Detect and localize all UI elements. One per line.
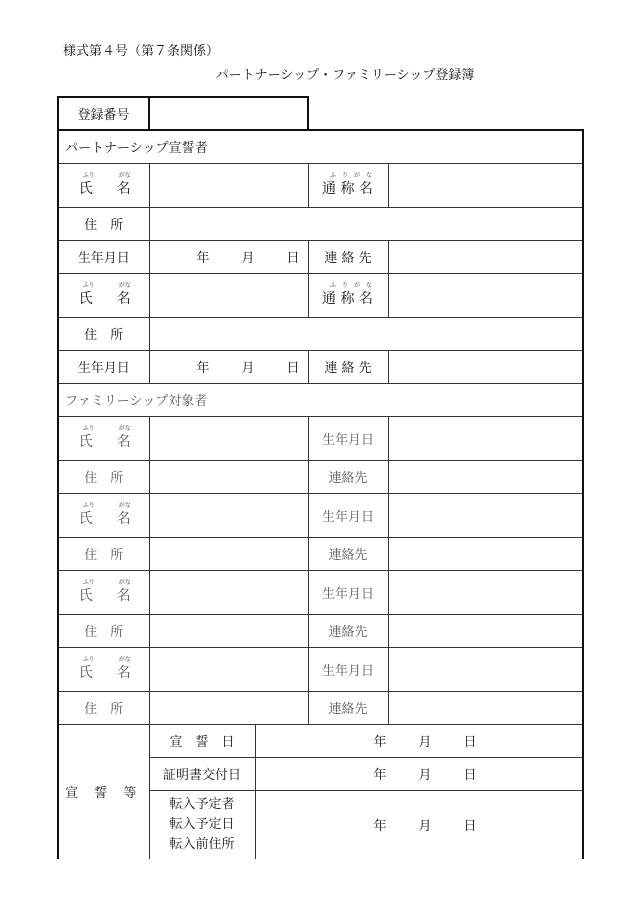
oath-date-label: 宣 誓 日	[149, 724, 255, 757]
birthdate-short-label: 生年月日	[308, 647, 388, 691]
partner-2-address-row	[58, 317, 583, 350]
contact-label: 連 絡 先	[308, 240, 388, 273]
certificate-date-field[interactable]: 年 月 日	[255, 757, 583, 790]
family-2-address-field[interactable]	[149, 537, 308, 570]
family-1-address-field[interactable]	[149, 460, 308, 493]
oath-date-row	[58, 724, 583, 757]
alias-name-label: ふ り が な 通 称 名	[308, 163, 388, 207]
birthdate-short-label: 生年月日	[308, 493, 388, 537]
move-in-labels	[149, 790, 255, 859]
family-1-contact-field[interactable]	[388, 460, 583, 493]
oath-group-label: 宣 誓 等	[58, 724, 149, 859]
family-4-address-field[interactable]	[149, 691, 308, 724]
familyship-section-row	[58, 383, 583, 416]
name-label: ふり がな 氏 名	[58, 647, 149, 691]
registration-table	[57, 96, 584, 859]
certificate-date-label: 証明書交付日	[149, 757, 255, 790]
family-3-name-row	[58, 570, 583, 614]
registration-number-label: 登録番号	[58, 97, 149, 130]
contact-short-label: 連絡先	[308, 691, 388, 724]
family-2-birthdate-field[interactable]	[388, 493, 583, 537]
family-2-contact-field[interactable]	[388, 537, 583, 570]
family-4-name-field[interactable]	[149, 647, 308, 691]
form-number: 様式第４号（第７条関係）	[63, 44, 220, 59]
partner-2-alias-field[interactable]	[388, 273, 583, 317]
move-in-date-label: 転入予定日	[169, 816, 235, 832]
family-2-name-field[interactable]	[149, 493, 308, 537]
partnership-section-row	[58, 130, 583, 163]
contact-short-label: 連絡先	[308, 460, 388, 493]
family-4-birthdate-field[interactable]	[388, 647, 583, 691]
partner-2-birthdate-field[interactable]: 年 月 日	[149, 350, 308, 383]
address-label: 住 所	[58, 317, 149, 350]
partner-2-name-row	[58, 273, 583, 317]
family-1-name-row	[58, 416, 583, 460]
family-4-contact-field[interactable]	[388, 691, 583, 724]
page-title: パートナーシップ・ファミリーシップ登録簿	[215, 68, 475, 83]
address-label: 住 所	[58, 614, 149, 647]
name-label: ふり がな 氏 名	[58, 273, 149, 317]
birthdate-label: 生年月日	[58, 240, 149, 273]
partner-1-alias-field[interactable]	[388, 163, 583, 207]
family-1-address-row	[58, 460, 583, 493]
address-label: 住 所	[58, 460, 149, 493]
partner-1-contact-field[interactable]	[388, 240, 583, 273]
family-3-address-row	[58, 614, 583, 647]
family-2-address-row	[58, 537, 583, 570]
contact-label: 連 絡 先	[308, 350, 388, 383]
family-3-contact-field[interactable]	[388, 614, 583, 647]
partner-2-contact-field[interactable]	[388, 350, 583, 383]
name-label: ふり がな 氏 名	[58, 416, 149, 460]
family-3-name-field[interactable]	[149, 570, 308, 614]
registration-number-field[interactable]	[149, 97, 308, 130]
partner-1-name-row	[58, 163, 583, 207]
family-3-birthdate-field[interactable]	[388, 570, 583, 614]
name-label: ふり がな 氏 名	[58, 570, 149, 614]
family-4-address-row	[58, 691, 583, 724]
name-label: ふり がな 氏 名	[58, 163, 149, 207]
family-1-name-field[interactable]	[149, 416, 308, 460]
address-label: 住 所	[58, 207, 149, 240]
partner-1-birthdate-field[interactable]: 年 月 日	[149, 240, 308, 273]
family-4-name-row	[58, 647, 583, 691]
alias-name-label: ふ り が な 通 称 名	[308, 273, 388, 317]
partner-2-address-field[interactable]	[149, 317, 583, 350]
partner-1-address-row	[58, 207, 583, 240]
partner-1-address-field[interactable]	[149, 207, 583, 240]
partner-2-birth-row	[58, 350, 583, 383]
family-2-name-row	[58, 493, 583, 537]
partner-2-name-field[interactable]	[149, 273, 308, 317]
birthdate-label: 生年月日	[58, 350, 149, 383]
family-1-birthdate-field[interactable]	[388, 416, 583, 460]
familyship-section-title: ファミリーシップ対象者	[58, 383, 583, 416]
address-label: 住 所	[58, 537, 149, 570]
contact-short-label: 連絡先	[308, 537, 388, 570]
partner-1-birth-row	[58, 240, 583, 273]
name-label: ふり がな 氏 名	[58, 493, 149, 537]
previous-address-label: 転入前住所	[169, 836, 235, 852]
birthdate-short-label: 生年月日	[308, 570, 388, 614]
family-3-address-field[interactable]	[149, 614, 308, 647]
contact-short-label: 連絡先	[308, 614, 388, 647]
birthdate-short-label: 生年月日	[308, 416, 388, 460]
move-in-date-field[interactable]: 年 月 日	[255, 790, 583, 859]
move-in-person-label: 転入予定者	[169, 796, 235, 812]
registration-number-row	[58, 97, 583, 130]
oath-date-field[interactable]: 年 月 日	[255, 724, 583, 757]
address-label: 住 所	[58, 691, 149, 724]
partnership-section-title: パートナーシップ宣誓者	[58, 130, 583, 163]
partner-1-name-field[interactable]	[149, 163, 308, 207]
